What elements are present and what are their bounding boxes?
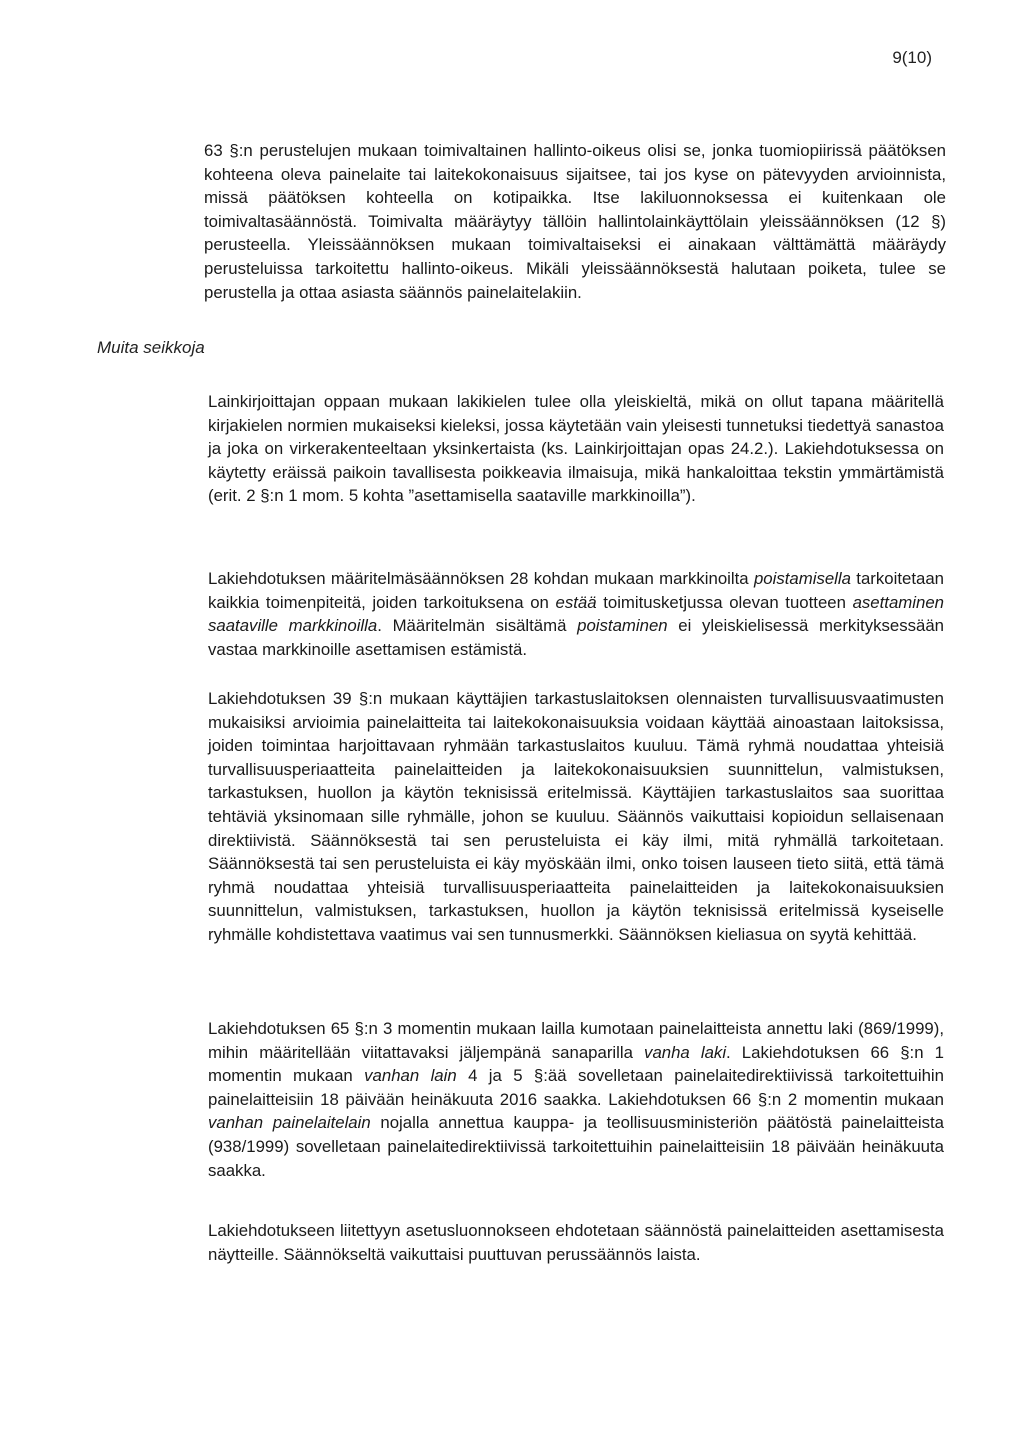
text-segment: Lakiehdotuksen 65 §:n 3 momentin mukaan lailla kumotaan painelaitteista annettu laki (869/1999), mihin määritellään viitattavaksi jäljempänä sanaparilla bbox=[208, 1019, 944, 1062]
paragraph-repeal-transition bbox=[208, 1017, 944, 1182]
text-segment: Lakiehdotuksen määritelmäsäännöksen 28 kohdan mukaan markkinoilta bbox=[208, 569, 754, 588]
side-heading: Muita seikkoja bbox=[97, 338, 205, 357]
text-segment: Lakiehdotuksen 39 §:n mukaan käyttäjien tarkastuslaitoksen olennaisten turvallisuusvaatimusten mukaisiksi arvioimia painelaitteita tai laitekokonaisuuksia voidaan käyttää ainoastaan laitoksissa, joiden toimintaa harjoittavaan ryhmään tarkastuslaitos kuuluu. Tämä ryhmä noudattaa yhteisiä turvallisuusperiaatteita painelaitteiden ja laitekokonaisuuksien suunnittelun, valmistuksen, tarkastuksen, huollon ja käytön teknisissä eritelmissä. Käyttäjien tarkastuslaitos saa suorittaa tehtäviä yksinomaan sille ryhmälle, johon se kuuluu. Säännös vaikuttaisi kopioidun sellaisenaan direktiivistä. Säännöksestä tai sen perusteluista ei käy ilmi, mitä ryhmällä tarkoitetaan. Säännöksestä tai sen perusteluista ei käy myöskään ilmi, onko toisen lauseen tieto siitä, että tämä ryhmä noudattaa yhteisiä turvallisuusperiaatteita painelaitteiden ja laitekokonaisuuksien suunnittelun, valmistuksen, tarkastuksen, huollon ja käytön teknisissä eritelmissä kyseiselle ryhmälle kohdistettava vaatimus vai sen tunnusmerkki. Säännöksen kieliasua on syytä kehittää. bbox=[208, 689, 944, 944]
paragraph-jurisdiction bbox=[204, 139, 946, 304]
paragraph-exhibition-decree bbox=[208, 1219, 944, 1266]
text-segment: tarkoitetaan kaikkia toimenpiteitä, joiden tarkoituksena on bbox=[208, 569, 945, 612]
emphasis-term: estää bbox=[555, 592, 597, 612]
paragraph-legal-language bbox=[208, 390, 944, 508]
emphasis-term: vanhan lain bbox=[364, 1066, 457, 1086]
page-number: 9(10) bbox=[892, 48, 932, 67]
emphasis-term: vanhan painelaitelain bbox=[208, 1113, 371, 1133]
text-segment: ei yleiskielisessä merkityksessään vastaa markkinoille asettamisen estämistä. bbox=[208, 616, 944, 659]
text-segment: . Lakiehdotuksen 66 §:n 1 momentin mukaan bbox=[208, 1042, 944, 1086]
emphasis-term: poistamisella bbox=[753, 569, 851, 588]
text-segment: Lakiehdotukseen liitettyyn asetusluonnokseen ehdotetaan säännöstä painelaitteiden asettamisesta näytteille. Säännökseltä vaikuttaisi puuttuvan perussäännös laista. bbox=[208, 1221, 944, 1264]
text-segment: nojalla annettua kauppa- ja teollisuusministeriön päätöstä painelaitteista (938/1999) sovelletaan painelaitedirektiivissä tarkoitettuihin painelaitteisiin 18 päivään heinäkuuta saakka. bbox=[208, 1113, 945, 1180]
text-segment: toimitusketjussa olevan tuotteen bbox=[596, 592, 853, 612]
text-segment: Lainkirjoittajan oppaan mukaan lakikielen tulee olla yleiskieltä, mikä on ollut tapana määritellä kirjakielen normien mukaiseksi kieleksi, jossa käytetään vain yleisesti tunnetuksi tiedettyä sanastoa ja joka on virkerakenteeltaan yksinkertaista (ks. Lainkirjoittajan opas 24.2.). Lakiehdotuksessa on käytetty eräissä paikoin tavallisesta poikkeavia ilmaisuja, mikä hankaloittaa tekstin ymmärtämistä (erit. 2 §:n 1 mom. 5 kohta ”asettamisella saataville markkinoilla”). bbox=[208, 392, 944, 506]
paragraph-definition-withdrawal bbox=[208, 567, 944, 661]
paragraph-user-inspectorate bbox=[208, 687, 944, 947]
text-segment: 63 §:n perustelujen mukaan toimivaltainen hallinto-oikeus olisi se, jonka tuomiopiirissä päätöksen kohteena oleva painelaite tai laitekokonaisuus sijaitsee, tai jos kyse on pätevyyden arvioinnista, missä päätöksen kohteella on kotipaikka. Itse lakiluonnoksessa ei kuitenkaan ole toimivaltasäännöstä. Toimivalta määräytyy tällöin hallintolainkäyttölain yleissäännöksen (12 §) perusteella. Yleissäännöksen mukaan toimivaltaiseksi ei ainakaan välttämättä määräydy perusteluissa tarkoitettu hallinto-oikeus. Mikäli yleissäännöksestä halutaan poiketa, tulee se perustella ja ottaa asiasta säännös painelaitelakiin. bbox=[204, 141, 946, 302]
emphasis-term: vanha laki bbox=[644, 1042, 727, 1062]
emphasis-term: asettaminen saataville markkinoilla bbox=[208, 592, 944, 636]
text-segment: 4 ja 5 §:ää sovelletaan painelaitedirektiivissä tarkoitettuihin painelaitteisiin 18 päivään heinäkuuta 2016 saakka. Lakiehdotuksen 66 §:n 2 momentin mukaan bbox=[208, 1066, 944, 1109]
text-segment: . Määritelmän sisältämä bbox=[377, 616, 578, 636]
emphasis-term: poistaminen bbox=[577, 616, 668, 636]
